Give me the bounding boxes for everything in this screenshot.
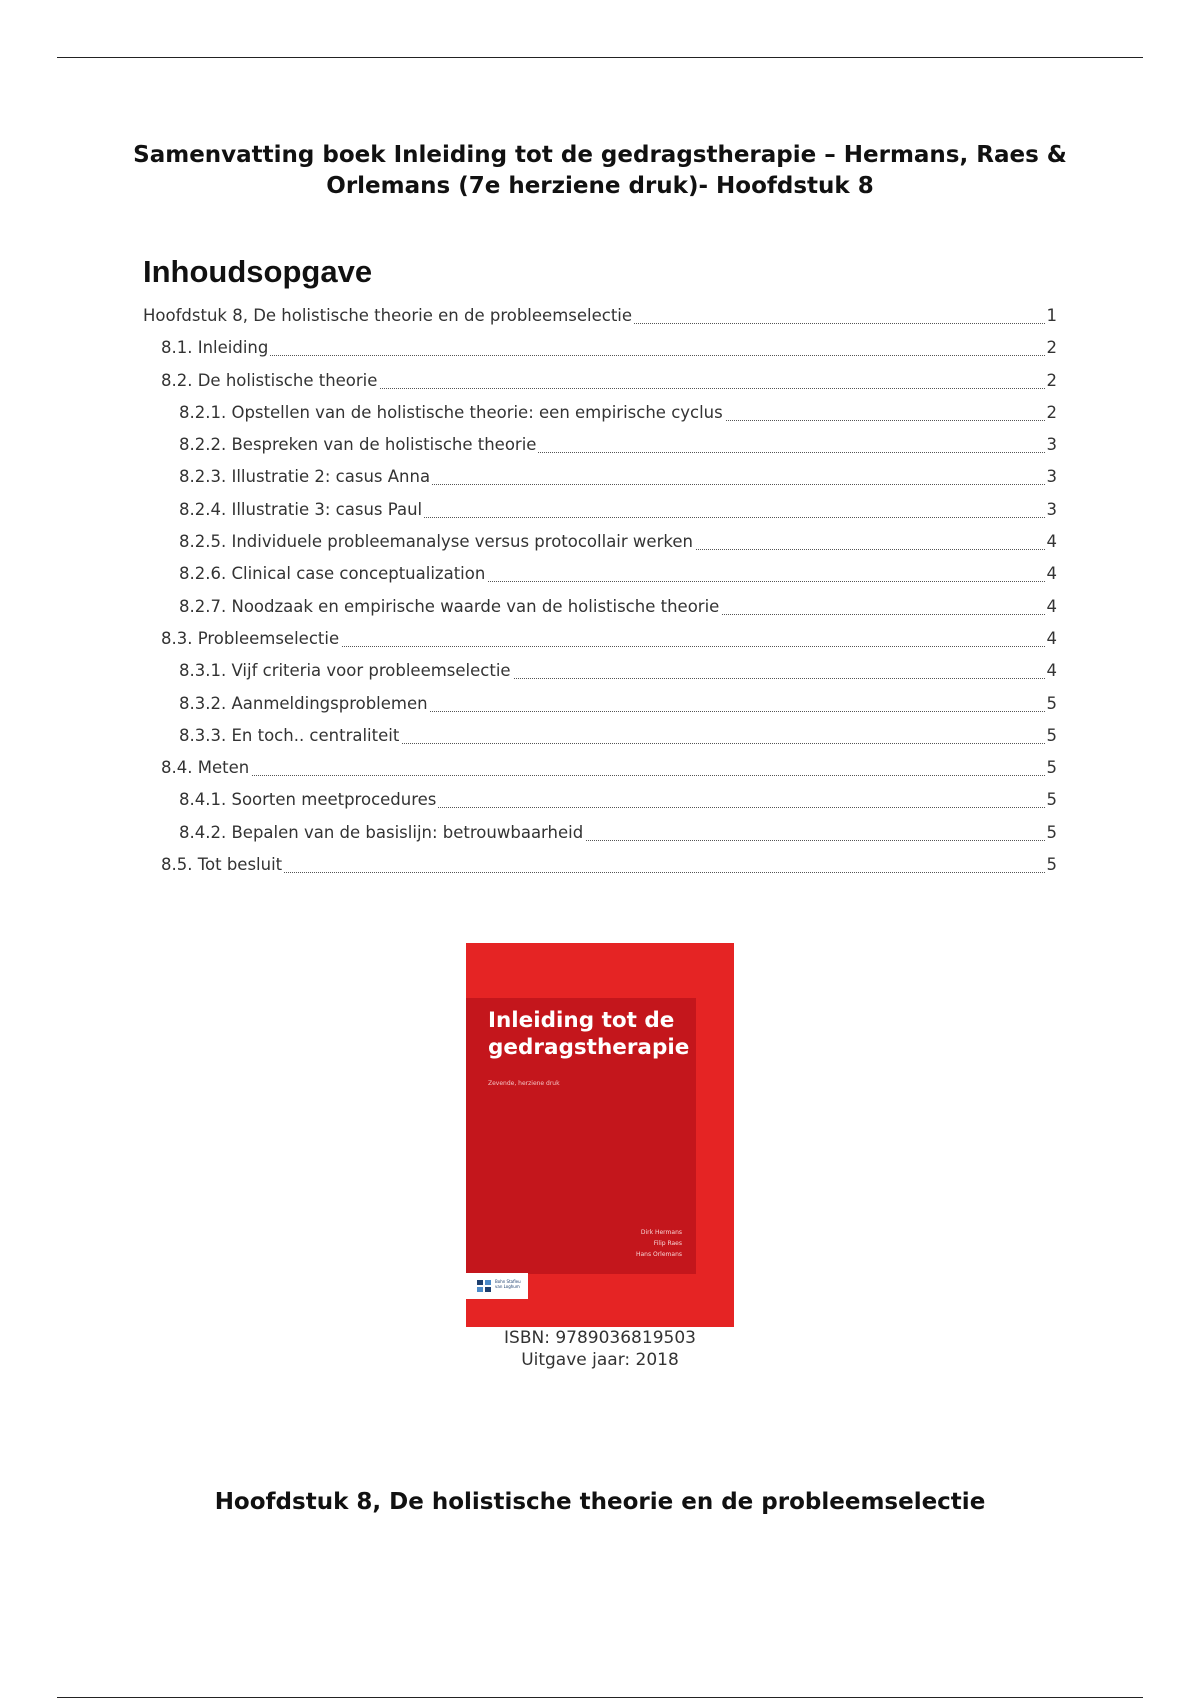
toc-entry-page: 4	[1045, 561, 1058, 587]
toc-entry[interactable]	[179, 594, 1057, 626]
toc-entry-text: 8.3.3. En toch.. centraliteit	[179, 725, 400, 745]
publisher-name: Bohn Stafleu van Loghum	[495, 1279, 521, 1289]
toc-entry[interactable]	[179, 561, 1057, 593]
toc-entry[interactable]	[161, 368, 1057, 400]
chapter-heading: Hoofdstuk 8, De holistische theorie en de probleemselectie	[214, 1489, 986, 1515]
toc-entry-page: 5	[1045, 820, 1058, 846]
publication-year: Uitgave jaar: 2018	[521, 1350, 679, 1370]
toc-entry-page: 5	[1045, 755, 1058, 781]
toc-entry-text: 8.2.3. Illustratie 2: casus Anna	[179, 467, 431, 487]
toc-entry-page: 5	[1045, 691, 1058, 717]
publisher-logo	[466, 1273, 528, 1299]
toc-entry[interactable]	[179, 723, 1057, 755]
toc-entry[interactable]	[161, 626, 1057, 658]
toc-entry-text: 8.3.1. Vijf criteria voor probleemselectie	[179, 661, 511, 681]
publisher-logo-icon	[476, 1278, 492, 1294]
toc-entry[interactable]	[179, 464, 1057, 496]
toc-entry[interactable]	[179, 691, 1057, 723]
toc-heading: Inhoudsopgave	[143, 254, 373, 289]
toc-entry-text: 8.1. Inleiding	[161, 338, 269, 358]
toc-entry-text: 8.2.7. Noodzaak en empirische waarde van de holistische theorie	[179, 596, 720, 616]
toc-entry-text: 8.2.1. Opstellen van de holistische theorie: een empirische cyclus	[179, 402, 723, 422]
toc-entry-text: 8.3.2. Aanmeldingsproblemen	[179, 693, 428, 713]
toc-entry[interactable]	[161, 852, 1057, 884]
toc-entry-page: 3	[1045, 432, 1058, 458]
toc-entry[interactable]	[179, 787, 1057, 819]
toc-entry-text: 8.3. Probleemselectie	[161, 628, 340, 648]
toc-entry-page: 2	[1045, 335, 1058, 361]
toc-entry-text: 8.2. De holistische theorie	[161, 370, 378, 390]
toc-entry-text: 8.2.5. Individuele probleemanalyse versus protocollair werken	[179, 532, 693, 552]
toc-entry-page: 4	[1045, 626, 1058, 652]
table-of-contents	[143, 303, 1057, 884]
cover-subtitle: Zevende, herziene druk	[488, 1080, 560, 1087]
document-title: Samenvatting boek Inleiding tot de gedragstherapie – Hermans, Raes & Orlemans (7e herziene druk)- Hoofdstuk 8	[133, 142, 1067, 199]
toc-entry-text: Hoofdstuk 8, De holistische theorie en de probleemselectie	[143, 306, 633, 325]
toc-entry-text: 8.4.1. Soorten meetprocedures	[179, 790, 437, 810]
toc-entry-text: 8.5. Tot besluit	[161, 855, 283, 875]
cover-author: Hans Orlemans	[635, 1251, 682, 1258]
toc-entry[interactable]	[179, 497, 1057, 529]
toc-entry-page: 1	[1045, 303, 1058, 329]
isbn-text: ISBN: 9789036819503	[504, 1328, 696, 1348]
toc-entry-page: 5	[1045, 852, 1058, 878]
toc-leader	[161, 355, 1057, 356]
toc-entry-page: 4	[1045, 658, 1058, 684]
toc-entry-page: 5	[1045, 723, 1058, 749]
toc-entry[interactable]	[143, 303, 1057, 335]
toc-entry-page: 2	[1045, 368, 1058, 394]
cover-title: Inleiding tot de gedragstherapie	[488, 1008, 690, 1060]
toc-entry[interactable]	[161, 755, 1057, 787]
toc-leader	[161, 872, 1057, 873]
bottom-rule	[57, 1697, 1143, 1698]
toc-entry-page: 3	[1045, 464, 1058, 490]
toc-entry[interactable]	[179, 432, 1057, 464]
toc-entry[interactable]	[161, 335, 1057, 367]
top-rule	[57, 57, 1143, 58]
toc-entry-text: 8.4.2. Bepalen van de basislijn: betrouwbaarheid	[179, 822, 584, 842]
toc-entry-text: 8.2.2. Bespreken van de holistische theorie	[179, 435, 537, 455]
toc-leader	[161, 775, 1057, 776]
toc-entry-page: 3	[1045, 497, 1058, 523]
toc-entry-page: 4	[1045, 529, 1058, 555]
cover-authors	[636, 1227, 682, 1260]
toc-entry-page: 2	[1045, 400, 1058, 426]
cover-author: Filip Raes	[653, 1240, 682, 1247]
toc-entry[interactable]	[179, 529, 1057, 561]
toc-entry[interactable]	[179, 400, 1057, 432]
toc-entry-page: 4	[1045, 594, 1058, 620]
toc-entry-text: 8.2.4. Illustratie 3: casus Paul	[179, 499, 423, 519]
book-meta	[400, 1327, 800, 1371]
toc-entry[interactable]	[179, 658, 1057, 690]
toc-entry[interactable]	[179, 820, 1057, 852]
book-cover-image	[466, 943, 734, 1327]
toc-entry-page: 5	[1045, 787, 1058, 813]
toc-entry-text: 8.2.6. Clinical case conceptualization	[179, 564, 486, 584]
toc-entry-text: 8.4. Meten	[161, 758, 250, 778]
cover-author: Dirk Hermans	[640, 1229, 682, 1236]
